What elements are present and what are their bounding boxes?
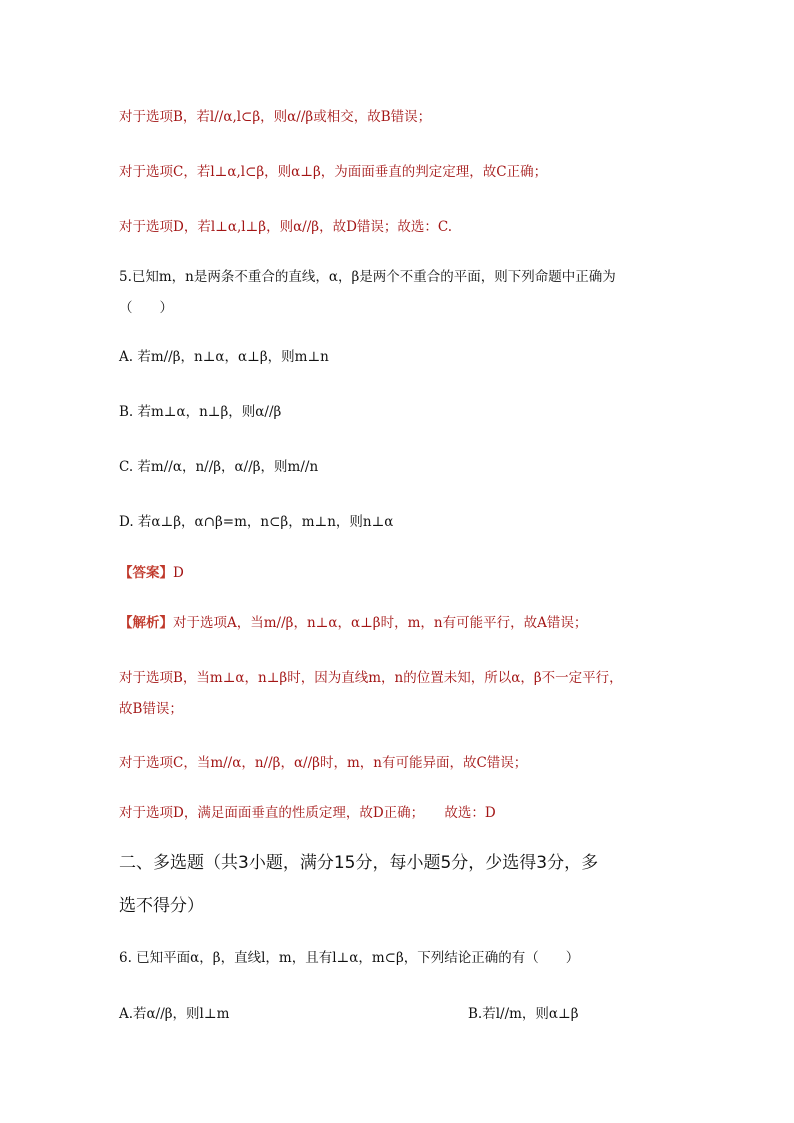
question-6-options <box>119 1003 734 1025</box>
explanation-option-a: 对于选项A，当m//β，n⊥α，α⊥β时，m，n有可能平行，故A错误； <box>173 615 588 631</box>
question-6-stem: 6. 已知平面α，β，直线l，m，且有l⊥α，m⊂β，下列结论正确的有（ ） <box>119 950 580 966</box>
solution-line-option-d: 对于选项D，若l⊥α,l⊥β，则α//β，故D错误；故选：C. <box>119 219 453 235</box>
section-heading-line-2: 选不得分） <box>119 896 204 916</box>
answer-tag: 【答案】 <box>119 565 173 581</box>
explanation-option-b: 对于选项B，当m⊥α，n⊥β时，因为直线m，n的位置未知，所以α，β不一定平行， <box>119 670 623 686</box>
solution-line-option-c: 对于选项C，若l⊥α,l⊂β，则α⊥β，为面面垂直的判定定理，故C正确； <box>119 164 548 180</box>
question-5-stem: 5.已知m，n是两条不重合的直线，α，β是两个不重合的平面，则下列命题中正确为 <box>119 269 616 285</box>
solution-line-option-b: 对于选项B，若l//α,l⊂β，则α//β或相交，故B错误； <box>119 109 432 125</box>
explanation-line-1 <box>119 612 734 634</box>
question-5-option-a: A. 若m//β，n⊥α，α⊥β，则m⊥n <box>119 349 329 365</box>
answer-value: D <box>173 565 184 581</box>
explanation-tag: 【解析】 <box>119 615 173 631</box>
question-5-option-c: C. 若m//α，n//β，α//β，则m//n <box>119 459 319 475</box>
answer-line <box>119 562 734 584</box>
section-heading-line-1: 二、多选题（共3小题，满分15分，每小题5分，少选得3分，多 <box>119 853 599 873</box>
question-6-option-a: A.若α//β，则l⊥m <box>119 1006 230 1022</box>
explanation-option-b-cont: 故B错误； <box>119 701 183 717</box>
explanation-option-d: 对于选项D，满足面面垂直的性质定理，故D正确； 故选：D <box>119 805 496 821</box>
question-5-bracket: （ ） <box>119 300 173 316</box>
question-5-option-d: D. 若α⊥β，α∩β=m，n⊂β，m⊥n，则n⊥α <box>119 514 394 530</box>
question-5-option-b: B. 若m⊥α，n⊥β，则α//β <box>119 404 282 420</box>
question-6-option-b: B.若l//m，则α⊥β <box>468 1006 579 1022</box>
explanation-option-c: 对于选项C，当m//α，n//β，α//β时，m，n有可能异面，故C错误； <box>119 755 528 771</box>
